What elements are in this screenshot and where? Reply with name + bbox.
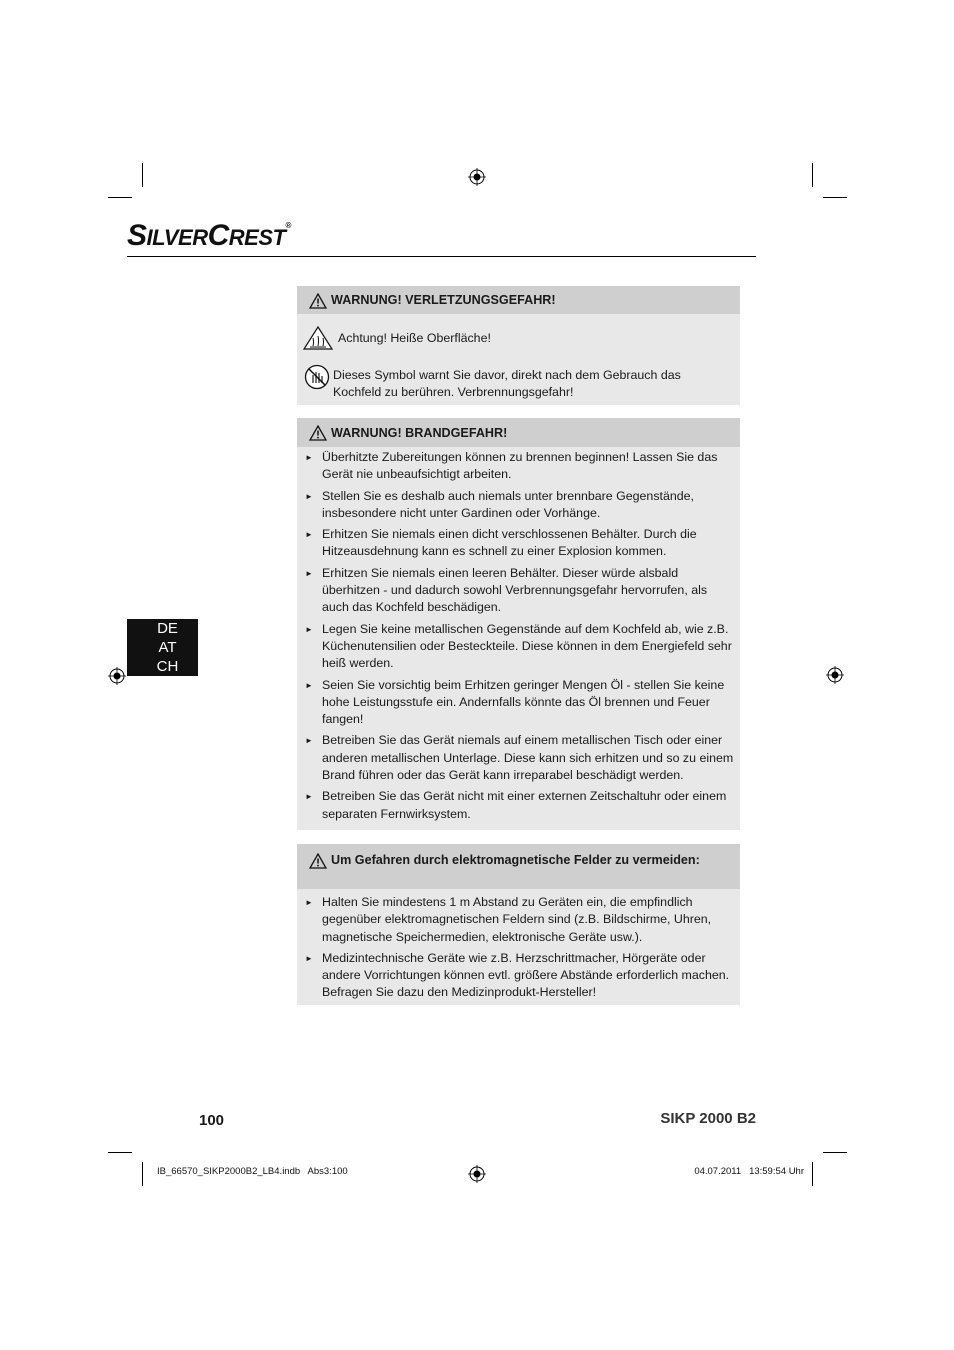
- crop-mark: [142, 1162, 143, 1186]
- bullet-arrow-icon: ►: [305, 624, 313, 634]
- crop-mark: [108, 1152, 132, 1153]
- print-file-info: IB_66570_SIKP2000B2_LB4.indb Abs3:100: [157, 1166, 348, 1177]
- no-touch-icon: [304, 364, 330, 390]
- registration-mark-icon: [468, 1165, 486, 1183]
- bullet-arrow-icon: ►: [305, 736, 313, 746]
- list-item: ► Seien Sie vorsichtig beim Erhitzen geringer Mengen Öl - stellen Sie keine hohe Leistungsstufe ein. Andernfalls könnte das Öl brennen und Feuer fangen!: [305, 677, 725, 727]
- registration-mark-icon: [468, 168, 486, 186]
- warning-box-fire: [297, 418, 740, 830]
- model-name: SIKP 2000 B2: [660, 1110, 756, 1127]
- warning-title: WARNUNG! VERLETZUNGSGEFAHR!: [331, 293, 556, 307]
- registration-mark-icon: [108, 667, 126, 685]
- crop-mark: [812, 163, 813, 187]
- crop-mark: [142, 163, 143, 187]
- hot-surface-icon: [303, 326, 333, 350]
- language-tab: [127, 619, 198, 676]
- list-item: ► Betreiben Sie das Gerät nicht mit einer externen Zeitschaltuhr oder einem separaten Fernwirksystem.: [305, 789, 727, 821]
- print-timestamp: 04.07.2011 13:59:54 Uhr: [694, 1166, 804, 1177]
- bullet-arrow-icon: ►: [305, 530, 313, 540]
- bullet-arrow-icon: ►: [305, 898, 313, 907]
- page-number: 100: [199, 1112, 225, 1129]
- lang-at: AT: [158, 639, 177, 656]
- list-item: ► Medizintechnische Geräte wie z.B. Herzschrittmacher, Hörgeräte oder andere Vorrichtungen können evtl. größere Abstände erforderlich machen. Befragen Sie dazu den Medizinprodukt-Hersteller!: [305, 950, 730, 1000]
- list-item: ► Legen Sie keine metallischen Gegenstände auf dem Kochfeld ab, wie z.B. Küchenutensilien oder Besteckteile. Diese können in dem Energiefeld sehr heiß werden.: [305, 621, 732, 671]
- crop-mark: [823, 1152, 847, 1153]
- list-item: ► Erhitzen Sie niemals einen dicht verschlossenen Behälter. Durch die Hitzeausdehnung kann es schnell zu einer Explosion kommen.: [305, 527, 697, 559]
- warning-box-emf: [297, 844, 740, 1005]
- crop-mark: [812, 1162, 813, 1186]
- lang-de: DE: [157, 620, 178, 637]
- symbol-warning-text: Dieses Symbol warnt Sie davor, direkt nach dem Gebrauch das Kochfeld zu berühren. Verbrennungsgefahr!: [333, 368, 681, 400]
- warning-header: [297, 844, 740, 889]
- bullet-arrow-icon: ►: [305, 792, 313, 802]
- bullet-arrow-icon: ►: [305, 680, 313, 690]
- list-item: ► Erhitzen Sie niemals einen leeren Behälter. Dieser würde alsbald überhitzen - und dadurch sowohl Verbrennungsgefahr hervorrufen, als auch das Kochfeld beschädigen.: [305, 565, 708, 615]
- bullet-arrow-icon: ►: [305, 453, 313, 462]
- warning-box-injury: [297, 286, 740, 405]
- bullet-arrow-icon: ►: [305, 953, 313, 963]
- list-item: ► Betreiben Sie das Gerät niemals auf einem metallischen Tisch oder einer anderen metallischen Unterlage. Diese kann sich erhitzen und so zu einem Brand führen oder das Gerät kann irreparabel beschädigt werden.: [305, 733, 734, 783]
- brand-logo: SILVERCREST®: [127, 219, 291, 252]
- list-item: ► Stellen Sie es deshalb auch niemals unter brennbare Gegenstände, insbesondere nicht unter Gardinen oder Vorhänge.: [305, 488, 694, 520]
- crop-mark: [823, 197, 847, 198]
- warning-header: [297, 418, 740, 447]
- warning-title: WARNUNG! BRANDGEFAHR!: [331, 425, 508, 440]
- bullet-arrow-icon: ►: [305, 568, 313, 578]
- warning-triangle-icon: [309, 853, 327, 869]
- hot-surface-text: Achtung! Heiße Oberfläche!: [338, 331, 491, 345]
- registration-mark-icon: [826, 666, 844, 684]
- warning-triangle-icon: [309, 293, 327, 309]
- list-item: ► Halten Sie mindestens 1 m Abstand zu Geräten ein, die empfindlich gegenüber elektromagnetischen Feldern sind (z.B. Bildschirme, Uhren, magnetische Speichermedien, elektronische Geräte usw.).: [305, 895, 712, 944]
- warning-header: [297, 286, 740, 314]
- list-item: ► Überhitzte Zubereitungen können zu brennen beginnen! Lassen Sie das Gerät nie unbeaufsichtigt arbeiten.: [305, 450, 718, 482]
- crop-mark: [108, 197, 132, 198]
- bullet-arrow-icon: ►: [305, 491, 313, 501]
- warning-title: Um Gefahren durch elektromagnetische Felder zu vermeiden:: [331, 853, 700, 867]
- warning-triangle-icon: [309, 425, 327, 441]
- lang-ch: CH: [156, 658, 179, 675]
- header-rule: [127, 256, 756, 257]
